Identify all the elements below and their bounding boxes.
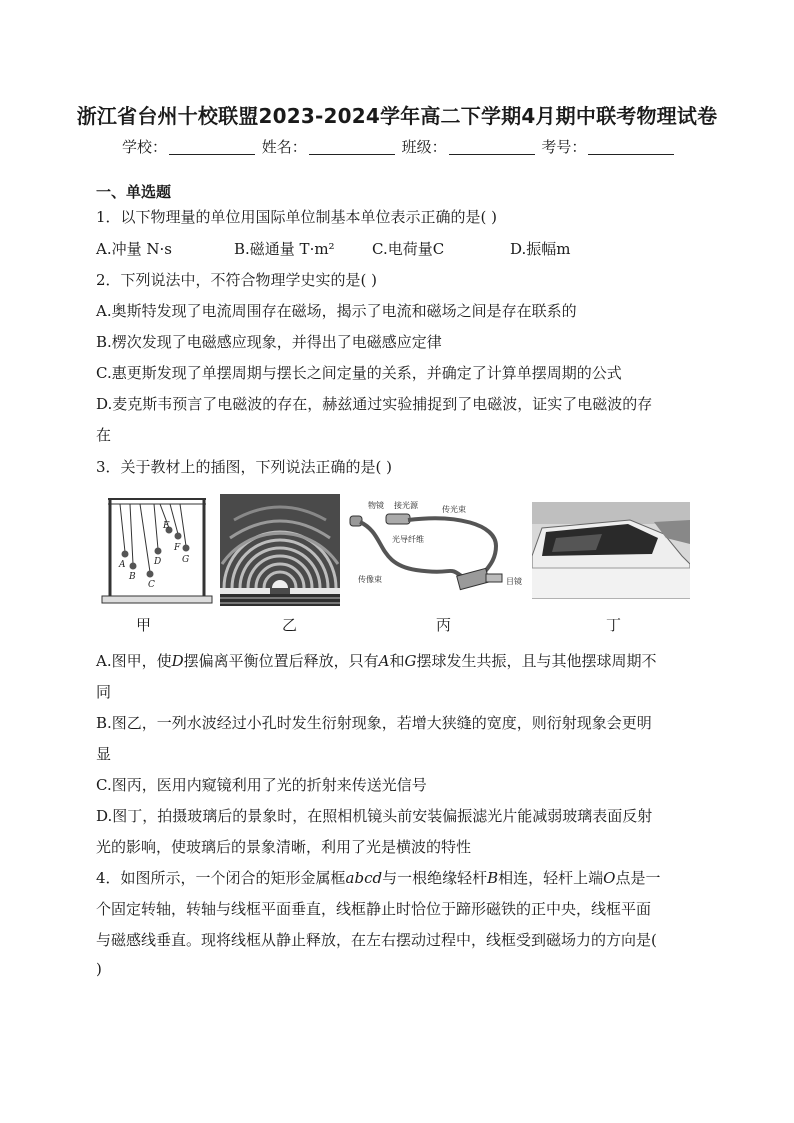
q3-option-a[interactable] xyxy=(96,650,657,671)
endoscope-label-image-bundle: 传像束 xyxy=(358,575,382,584)
endoscope-label-eyepiece: 目镜 xyxy=(506,577,522,586)
car-window-figure xyxy=(532,494,690,606)
q4-stem-line-2: 个固定转轴，转轴与线框平面垂直，线框静止时恰位于蹄形磁铁的正中央，线框平面 xyxy=(96,900,652,918)
exam-title: 浙江省台州十校联盟2023-2024学年高二下学期4月期中联考物理试卷 xyxy=(76,104,718,128)
section-heading: 一、单选题 xyxy=(96,183,172,201)
q3-a-text-3: 和 xyxy=(389,652,405,670)
q4-text-3: 相连，轻杆上端 xyxy=(498,869,604,887)
q4-text-1: 4．如图所示，一个闭合的矩形金属框 xyxy=(96,869,346,887)
q4-var-o: O xyxy=(603,869,616,887)
q3-option-d[interactable]: D.图丁，拍摄玻璃后的景象时，在照相机镜头前安装偏振滤光片能减弱玻璃表面反射 xyxy=(96,807,653,825)
pendulum-label-a: A xyxy=(119,560,126,570)
pendulum-label-e: E xyxy=(163,521,170,531)
q3-a-text-2: 摆偏离平衡位置后释放，只有 xyxy=(183,652,379,670)
endoscope-figure xyxy=(346,494,536,606)
pendulum-label-g: G xyxy=(182,555,190,565)
pendulum-figure xyxy=(100,494,214,606)
q3-stem: 3．关于教材上的插图，下列说法正确的是( ) xyxy=(96,458,393,476)
q1-option-c[interactable]: C.电荷量C xyxy=(372,240,445,258)
pendulum-label-f: F xyxy=(174,543,181,553)
number-label: 考号： xyxy=(541,138,587,156)
endoscope-label-light-source: 接光源 xyxy=(394,501,418,510)
q2-stem: 2．下列说法中，不符合物理学史实的是( ) xyxy=(96,271,378,289)
q3-option-a-cont: 同 xyxy=(96,683,112,701)
q3-a-var-d: D xyxy=(171,652,184,670)
q3-a-text-4: 摆球发生共振，且与其他摆球周期不 xyxy=(416,652,657,670)
endoscope-label-fiber: 光导纤维 xyxy=(392,535,424,544)
q4-text-4: 点是一 xyxy=(615,869,661,887)
q3-option-c[interactable]: C.图丙，医用内窥镜利用了光的折射来传送光信号 xyxy=(96,776,427,794)
endoscope-label-light-bundle: 传光束 xyxy=(442,505,466,514)
q2-option-b[interactable]: B.楞次发现了电磁感应现象，并得出了电磁感应定律 xyxy=(96,333,442,351)
q2-option-c[interactable]: C.惠更斯发现了单摆周期与摆长之间定量的关系，并确定了计算单摆周期的公式 xyxy=(96,364,622,382)
number-blank[interactable] xyxy=(588,140,674,155)
q2-option-d[interactable]: D.麦克斯韦预言了电磁波的存在，赫兹通过实验捕捉到了电磁波，证实了电磁波的存 xyxy=(96,395,653,413)
figure-caption-ding: 丁 xyxy=(606,616,622,634)
q3-a-var-g: G xyxy=(404,652,417,670)
q1-stem: 1．以下物理量的单位用国际单位制基本单位表示正确的是( ) xyxy=(96,208,498,226)
figure-caption-bing: 丙 xyxy=(436,616,452,634)
q3-option-d-cont: 光的影响，使玻璃后的景象清晰，利用了光是横波的特性 xyxy=(96,838,472,856)
pendulum-label-b: B xyxy=(129,572,136,582)
name-label: 姓名： xyxy=(261,138,307,156)
endoscope-label-objective: 物镜 xyxy=(368,501,384,510)
q1-option-a[interactable]: A.冲量 N·s xyxy=(96,240,172,258)
class-blank[interactable] xyxy=(449,140,535,155)
pendulum-label-d: D xyxy=(154,557,162,567)
school-blank[interactable] xyxy=(169,140,255,155)
q2-option-a[interactable]: A.奥斯特发现了电流周围存在磁场，揭示了电流和磁场之间是存在联系的 xyxy=(96,302,577,320)
q3-option-b[interactable]: B.图乙，一列水波经过小孔时发生衍射现象，若增大狭缝的宽度，则衍射现象会更明 xyxy=(96,714,652,732)
q3-a-text-1: A.图甲，使 xyxy=(96,652,172,670)
q4-var-b: B xyxy=(487,869,499,887)
q4-stem-line-4: ) xyxy=(96,960,102,978)
diffraction-figure xyxy=(220,494,340,606)
school-label: 学校： xyxy=(122,138,168,156)
name-blank[interactable] xyxy=(309,140,395,155)
q4-var-abcd: abcd xyxy=(345,869,383,887)
figure-caption-jia: 甲 xyxy=(136,616,152,634)
q4-stem-line-1 xyxy=(96,867,661,888)
q2-option-d-cont: 在 xyxy=(96,426,112,444)
q1-option-d[interactable]: D.振幅m xyxy=(510,240,571,258)
q3-option-b-cont: 显 xyxy=(96,745,112,763)
class-label: 班级： xyxy=(401,138,447,156)
q4-stem-line-3: 与磁感线垂直。现将线框从静止释放，在左右摆动过程中，线框受到磁场力的方向是( xyxy=(96,931,657,949)
q3-a-var-a: A xyxy=(378,652,390,670)
q4-text-2: 与一根绝缘轻杆 xyxy=(382,869,488,887)
q1-option-b[interactable]: B.磁通量 T·m² xyxy=(234,240,335,258)
pendulum-label-c: C xyxy=(148,580,155,590)
student-info-line xyxy=(122,136,676,157)
figure-caption-yi: 乙 xyxy=(282,616,298,634)
